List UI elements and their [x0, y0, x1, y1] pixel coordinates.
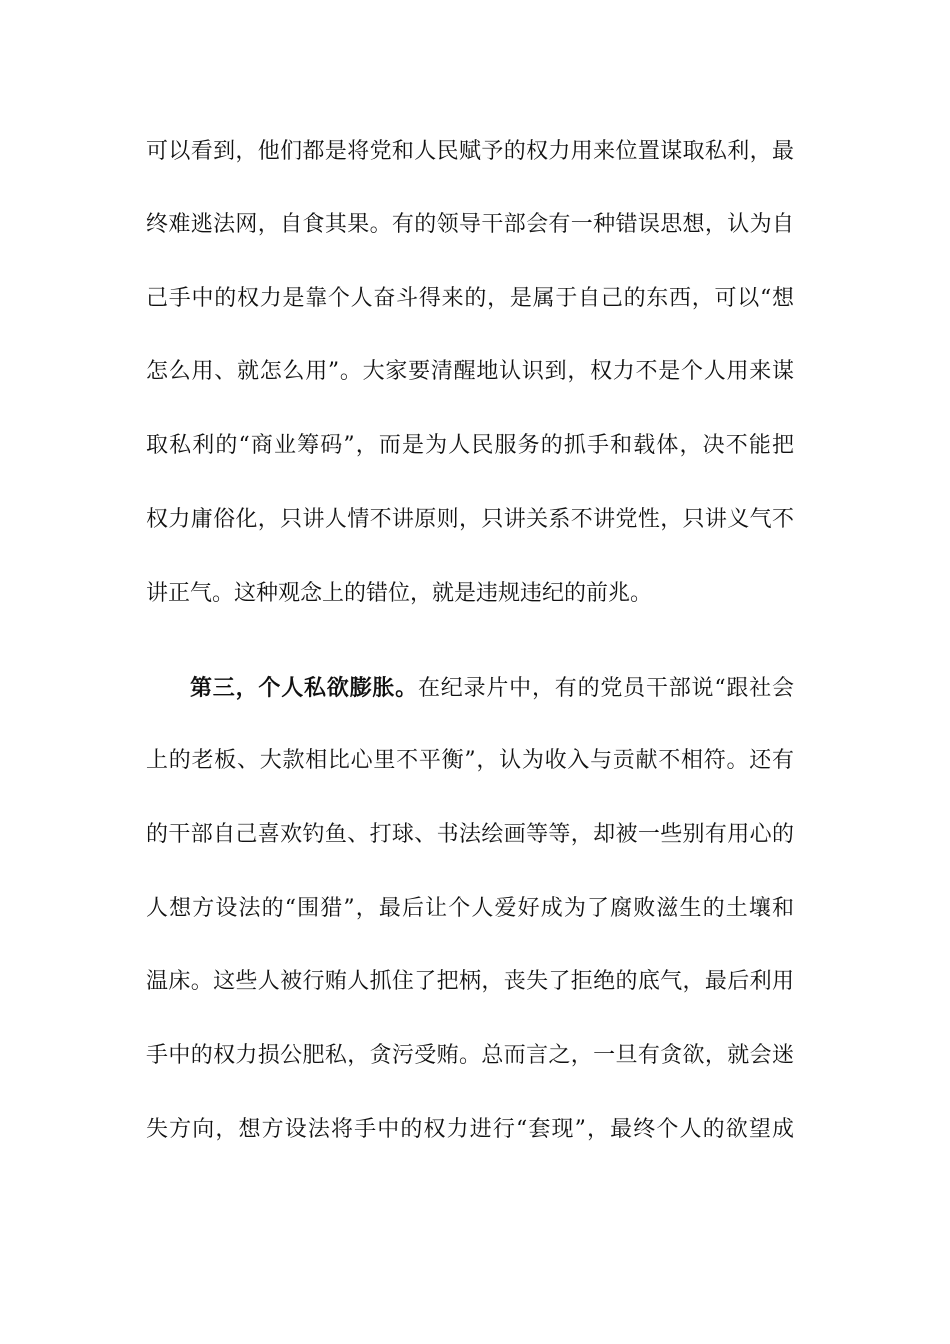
paragraph-2-line-7: 失方向，想方设法将手中的权力进行“套现”，最终个人的欲望成 [146, 1117, 794, 1142]
paragraph-2-heading: 第三，个人私欲膨胀。 [190, 675, 418, 701]
paragraph-2-line-3: 的干部自己喜欢钓鱼、打球、书法绘画等等，却被一些别有用心的 [146, 822, 794, 847]
paragraph-1-line-4: 怎么用、就怎么用”。大家要清醒地认识到，权力不是个人用来谋 [146, 359, 794, 384]
paragraph-2-line-4: 人想方设法的“围猎”，最后让个人爱好成为了腐败滋生的土壤和 [146, 896, 794, 921]
paragraph-2-line-5: 温床。这些人被行贿人抓住了把柄，丧失了拒绝的底气，最后利用 [146, 969, 794, 994]
paragraph-2-first-line [190, 670, 794, 706]
paragraph-1-line-1: 可以看到，他们都是将党和人民赋予的权力用来位置谋取私利，最 [146, 139, 794, 164]
paragraph-2-first-line-text: 在纪录片中，有的党员干部说“跟社会 [417, 676, 794, 701]
paragraph-1-line-2: 终难逃法网，自食其果。有的领导干部会有一种错误思想，认为自 [146, 212, 794, 237]
paragraph-1-line-7: 讲正气。这种观念上的错位，就是违规违纪的前兆。 [146, 581, 653, 606]
paragraph-1-line-3: 己手中的权力是靠个人奋斗得来的，是属于自己的东西，可以“想 [146, 286, 794, 311]
paragraph-1-line-5: 取私利的“商业筹码”，而是为人民服务的抓手和载体，决不能把 [146, 433, 794, 458]
paragraph-2-line-6: 手中的权力损公肥私，贪污受贿。总而言之，一旦有贪欲，就会迷 [146, 1043, 794, 1068]
paragraph-2-line-2: 上的老板、大款相比心里不平衡”，认为收入与贡献不相符。还有 [146, 748, 794, 773]
paragraph-1-line-6: 权力庸俗化，只讲人情不讲原则，只讲关系不讲党性，只讲义气不 [146, 507, 794, 532]
